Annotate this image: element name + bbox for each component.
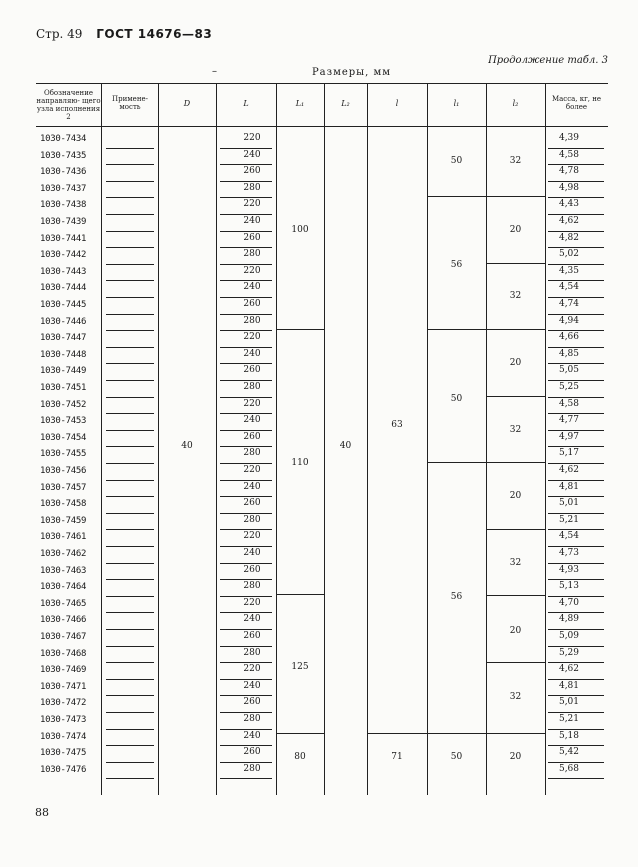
designation-code: 1030-7469 <box>40 665 87 676</box>
L1-value: 125 <box>291 662 309 672</box>
L-value: 220 <box>243 664 261 675</box>
l2-group-divider <box>486 196 545 197</box>
mass-value: 4,81 <box>558 680 580 691</box>
L-value: 280 <box>243 647 261 658</box>
mass-value: 4,73 <box>558 548 580 558</box>
l1-value: 50 <box>450 752 463 762</box>
mass-value: 4,35 <box>558 265 580 276</box>
l2-group-divider <box>486 329 545 330</box>
l2-group-divider <box>486 662 545 663</box>
header-L1: L₁ <box>295 99 305 108</box>
designation-code: 1030-7457 <box>40 482 87 493</box>
L2-value: 40 <box>339 441 352 451</box>
mass-value: 4,70 <box>558 597 580 608</box>
L-value: 260 <box>243 431 261 442</box>
table-row <box>36 132 608 149</box>
designation-code: 1030-7437 <box>40 183 87 194</box>
l1-group-divider <box>427 733 486 734</box>
L1-value: 100 <box>291 225 309 235</box>
L-value: 260 <box>243 747 261 758</box>
mass-value: 4,85 <box>558 348 580 359</box>
application-blank <box>106 778 154 779</box>
mass-value: 4,89 <box>558 614 580 625</box>
mass-value: 5,01 <box>558 498 580 509</box>
designation-code: 1030-7476 <box>40 764 87 775</box>
table-row <box>36 530 608 547</box>
page-header <box>36 27 212 41</box>
L-value: 260 <box>243 232 261 243</box>
l-value: 63 <box>391 420 403 430</box>
designation-code: 1030-7454 <box>40 432 87 443</box>
mass-value: 5,21 <box>558 514 580 525</box>
mass-value: 4,54 <box>558 282 580 293</box>
l2-group-divider <box>486 462 545 463</box>
designation-code: 1030-7475 <box>40 748 87 759</box>
mass-value: 4,93 <box>558 564 580 575</box>
L-value: 240 <box>243 415 261 426</box>
L-value: 260 <box>243 564 261 575</box>
mass-value: 4,58 <box>558 149 580 160</box>
L-value: 240 <box>243 680 261 691</box>
page-number: 88 <box>35 806 49 819</box>
L-underline <box>220 778 272 779</box>
table-top-border <box>36 83 608 84</box>
dimensions-group-title: Размеры, мм <box>311 67 392 78</box>
table-row <box>36 165 608 182</box>
mass-value: 4,94 <box>558 315 580 326</box>
header-mass: Масса, кг, не более <box>551 95 602 111</box>
L-value: 280 <box>243 514 261 525</box>
table-row <box>36 514 608 531</box>
designation-code: 1030-7473 <box>40 715 87 725</box>
table-row <box>36 647 608 664</box>
L1-group-divider <box>276 733 324 734</box>
designation-code: 1030-7452 <box>40 399 87 410</box>
l2-value: 32 <box>509 156 522 166</box>
table-row <box>36 198 608 215</box>
l2-value: 20 <box>509 626 522 636</box>
header-l1: l₁ <box>453 99 460 108</box>
designation-code: 1030-7443 <box>40 266 87 277</box>
mass-value: 5,01 <box>558 697 580 708</box>
L-value: 220 <box>243 398 261 409</box>
mass-value: 4,82 <box>558 232 580 243</box>
l2-group-divider <box>486 529 545 530</box>
L-value: 280 <box>243 315 261 326</box>
l1-group-divider <box>427 329 486 330</box>
designation-code: 1030-7474 <box>40 731 87 742</box>
l-value: 71 <box>391 752 403 762</box>
mass-value: 5,42 <box>558 747 580 758</box>
D-value: 40 <box>181 441 193 451</box>
continuation-note: Продолжение табл. 3 <box>488 55 608 66</box>
designation-code: 1030-7471 <box>40 681 87 692</box>
header-L: L <box>243 99 249 108</box>
designation-code: 1030-7447 <box>40 333 87 344</box>
mass-value: 5,13 <box>558 581 580 592</box>
mass-value: 5,68 <box>558 763 580 774</box>
table-row <box>36 763 608 780</box>
table-row <box>36 265 608 282</box>
l2-value: 20 <box>509 752 522 762</box>
L-value: 240 <box>243 614 261 625</box>
designation-code: 1030-7467 <box>40 632 87 642</box>
L-value: 260 <box>243 166 261 177</box>
designation-code: 1030-7464 <box>40 582 87 593</box>
header-application: Примене- мость <box>111 95 148 111</box>
mass-value: 4,43 <box>558 199 580 210</box>
table-row <box>36 597 608 614</box>
L-value: 220 <box>243 531 261 542</box>
mass-value: 5,21 <box>558 714 580 724</box>
L-value: 240 <box>243 216 261 226</box>
L-value: 280 <box>243 448 261 459</box>
mass-value: 5,29 <box>558 647 580 658</box>
mass-value: 4,78 <box>558 166 580 177</box>
L-value: 260 <box>243 365 261 376</box>
l2-value: 32 <box>509 425 522 435</box>
designation-code: 1030-7466 <box>40 615 87 626</box>
mass-value: 4,77 <box>558 415 580 426</box>
L-value: 280 <box>243 763 261 774</box>
l1-value: 50 <box>450 394 463 404</box>
L1-value: 110 <box>291 458 309 468</box>
l2-group-divider <box>486 733 545 734</box>
mass-value: 5,18 <box>558 730 580 741</box>
designation-code: 1030-7463 <box>40 565 87 576</box>
mass-value: 4,98 <box>558 182 580 193</box>
L-value: 280 <box>243 581 261 592</box>
dimensions-table <box>36 67 608 795</box>
L1-value: 80 <box>294 752 306 762</box>
designation-code: 1030-7448 <box>40 349 87 360</box>
table-row <box>36 398 608 415</box>
designation-code: 1030-7458 <box>40 499 87 510</box>
mass-value: 4,62 <box>558 664 580 675</box>
designation-code: 1030-7434 <box>40 134 87 144</box>
mass-value: 5,09 <box>558 631 580 641</box>
L-value: 260 <box>243 697 261 708</box>
dash-mark: – <box>212 66 217 77</box>
designation-code: 1030-7442 <box>40 250 87 261</box>
l1-value: 56 <box>450 260 463 270</box>
designation-code: 1030-7465 <box>40 598 87 609</box>
L-value: 220 <box>243 332 261 343</box>
L-value: 220 <box>243 465 261 475</box>
L1-group-divider <box>276 594 324 595</box>
L-value: 280 <box>243 249 261 260</box>
L-value: 260 <box>243 498 261 509</box>
header-l: l <box>395 99 399 108</box>
header-bottom-border <box>36 126 608 127</box>
designation-code: 1030-7459 <box>40 515 87 526</box>
mass-underline <box>548 778 604 779</box>
mass-value: 4,62 <box>558 465 580 475</box>
L-value: 260 <box>243 631 261 641</box>
designation-code: 1030-7438 <box>40 200 87 211</box>
mass-value: 4,39 <box>558 133 580 143</box>
table-row <box>36 713 608 730</box>
designation-code: 1030-7449 <box>40 366 87 377</box>
mass-value: 4,97 <box>558 431 580 442</box>
L-value: 280 <box>243 182 261 193</box>
mass-value: 4,81 <box>558 481 580 492</box>
L1-group-divider <box>276 329 324 330</box>
l1-group-divider <box>427 196 486 197</box>
L-value: 260 <box>243 299 261 309</box>
header-D: D <box>183 99 191 108</box>
L-value: 240 <box>243 730 261 741</box>
mass-value: 5,25 <box>558 382 580 392</box>
l2-value: 32 <box>509 558 522 568</box>
l2-group-divider <box>486 595 545 596</box>
l2-value: 20 <box>509 491 522 501</box>
L-value: 240 <box>243 282 261 293</box>
header-L2: L₂ <box>341 99 350 108</box>
standard-number: ГОСТ 14676—83 <box>96 27 213 41</box>
L-value: 220 <box>243 133 261 143</box>
l2-group-divider <box>486 263 545 264</box>
page-label: Стр. 49 <box>36 27 83 41</box>
L-value: 240 <box>243 548 261 558</box>
l1-group-divider <box>427 462 486 463</box>
l1-value: 50 <box>450 156 463 166</box>
L-value: 240 <box>243 481 261 492</box>
L-value: 240 <box>243 348 261 359</box>
l2-value: 32 <box>509 291 522 301</box>
l2-value: 32 <box>509 692 522 702</box>
designation-code: 1030-7468 <box>40 648 87 659</box>
L-value: 220 <box>243 265 261 276</box>
designation-code: 1030-7445 <box>40 300 87 310</box>
l2-value: 20 <box>509 358 522 368</box>
mass-value: 4,74 <box>558 299 580 309</box>
designation-code: 1030-7451 <box>40 383 87 393</box>
header-designation: Обозначение направляю- щего узла исполнения 2 <box>36 89 101 121</box>
mass-value: 5,17 <box>558 448 580 459</box>
L-value: 280 <box>243 382 261 392</box>
mass-value: 4,62 <box>558 216 580 226</box>
designation-code: 1030-7435 <box>40 150 87 161</box>
designation-code: 1030-7436 <box>40 167 87 178</box>
designation-code: 1030-7472 <box>40 698 87 709</box>
L-value: 280 <box>243 714 261 724</box>
mass-value: 5,05 <box>558 365 580 376</box>
designation-code: 1030-7441 <box>40 233 87 244</box>
l1-value: 56 <box>450 592 463 602</box>
designation-code: 1030-7462 <box>40 549 87 559</box>
designation-code: 1030-7461 <box>40 532 87 543</box>
mass-value: 5,02 <box>558 249 580 260</box>
l2-value: 20 <box>509 225 522 235</box>
mass-value: 4,58 <box>558 398 580 409</box>
table-row <box>36 331 608 348</box>
mass-value: 4,54 <box>558 531 580 542</box>
l-group-divider <box>367 733 427 734</box>
header-l2: l₂ <box>512 99 519 108</box>
designation-code: 1030-7455 <box>40 449 87 460</box>
L-value: 220 <box>243 597 261 608</box>
designation-code: 1030-7453 <box>40 416 87 427</box>
l2-group-divider <box>486 396 545 397</box>
L-value: 220 <box>243 199 261 210</box>
L-value: 240 <box>243 149 261 160</box>
mass-value: 4,66 <box>558 332 580 343</box>
designation-code: 1030-7444 <box>40 283 87 294</box>
designation-code: 1030-7439 <box>40 217 87 227</box>
designation-code: 1030-7456 <box>40 466 87 476</box>
designation-code: 1030-7446 <box>40 316 87 327</box>
